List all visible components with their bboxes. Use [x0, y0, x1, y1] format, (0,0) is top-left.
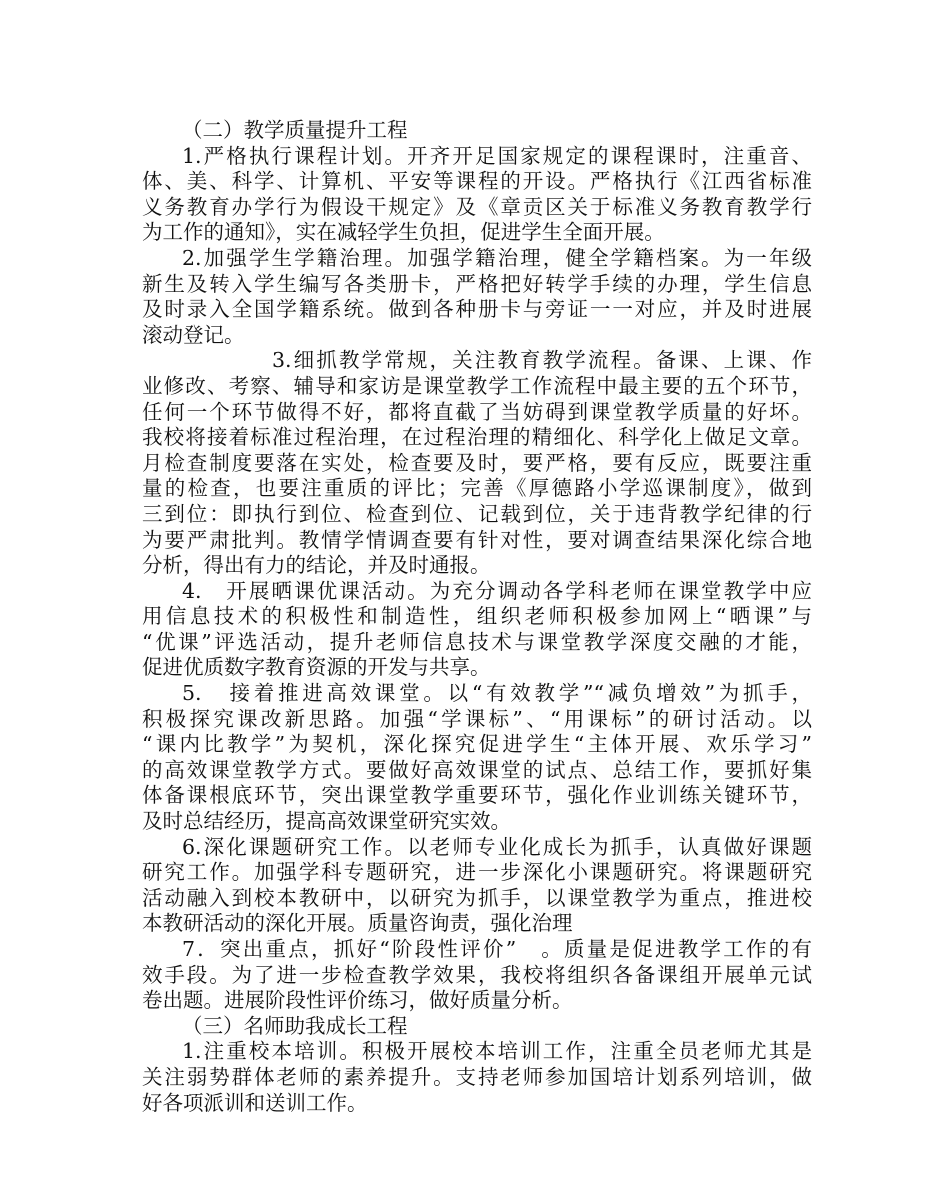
paragraph-line: 积极探究课改新思路。加强“学课标”、“用课标”的研讨活动。以	[142, 706, 812, 731]
paragraph-line: 的高效课堂教学方式。要做好高效课堂的试点、总结工作，要抓好集	[142, 757, 812, 782]
paragraph-line: 1.注重校本培训。积极开展校本培训工作，注重全员老师尤其是	[182, 1039, 812, 1064]
paragraph-line: 5. 接着推进高效课堂。以“有效教学”“减负增效”为抓手，	[182, 681, 812, 706]
paragraph-line: 滚动登记。	[142, 322, 245, 347]
paragraph-line: 用信息技术的积极性和制造性，组织老师积极参加网上“晒课”与	[142, 604, 812, 629]
paragraph-line: 研究工作。加强学科专题研究，进一步深化小课题研究。将课题研究	[142, 860, 812, 885]
paragraph-line: 我校将接着标准过程治理，在过程治理的精细化、科学化上做足文章。	[142, 425, 812, 450]
paragraph-line: 任何一个环节做得不好，都将直截了当妨碍到课堂教学质量的好坏。	[142, 399, 812, 424]
paragraph-line: “课内比教学”为契机，深化探究促进学生“主体开展、欢乐学习”	[142, 732, 812, 757]
paragraph-line: “优课”评选活动，提升老师信息技术与课堂教学深度交融的才能，	[142, 629, 812, 654]
paragraph-line: 体备课根底环节，突出课堂教学重要环节，强化作业训练关键环节，	[142, 783, 812, 808]
paragraph-line: 6.深化课题研究工作。以老师专业化成长为抓手，认真做好课题	[182, 834, 812, 859]
paragraph-line: 促进优质数字教育资源的开发与共享。	[142, 655, 491, 680]
paragraph-line: 好各项派训和送训工作。	[142, 1090, 368, 1115]
paragraph-line: 月检查制度要落在实处，检查要及时，要严格，要有反应，既要注重	[142, 450, 812, 475]
paragraph-line: 7．突出重点，抓好“阶段性评价” 。质量是促进教学工作的有	[182, 937, 812, 961]
paragraph-line: 及时录入全国学籍系统。做到各种册卡与旁证一一对应，并及时进展	[142, 297, 812, 322]
document-body	[142, 118, 812, 1116]
paragraph-line: 卷出题。进展阶段性评价练习，做好质量分析。	[142, 988, 573, 1013]
paragraph-line: 三到位：即执行到位、检查到位、记载到位，关于违背教学纪律的行	[142, 501, 812, 526]
heading-section-two: （二）教学质量提升工程	[182, 118, 408, 142]
paragraph-line: 本教研活动的深化开展。质量咨询责，强化治理	[142, 911, 573, 936]
paragraph-line: 3.细抓教学常规，关注教育教学流程。备课、上课、作	[272, 348, 812, 373]
paragraph-line: 为要严肃批判。教情学情调查要有针对性，要对调查结果深化综合地	[142, 527, 812, 552]
paragraph-line: 效手段。为了进一步检查教学效果，我校将组织各备课组开展单元试	[142, 962, 812, 987]
paragraph-line: 4. 开展晒课优课活动。为充分调动各学科老师在课堂教学中应	[182, 578, 812, 603]
paragraph-line: 分析，得出有力的结论，并及时通报。	[142, 553, 491, 578]
paragraph-line: 及时总结经历，提高高效课堂研究实效。	[142, 809, 511, 834]
paragraph-line: 量的检查，也要注重质的评比；完善《厚德路小学巡课制度》，做到	[142, 476, 812, 501]
heading-section-three: （三）名师助我成长工程	[182, 1013, 408, 1038]
paragraph-line: 义务教育办学行为假设干规定》及《章贡区关于标准义务教育教学行	[142, 194, 812, 219]
paragraph-line: 2.加强学生学籍治理。加强学籍治理，健全学籍档案。为一年级	[182, 245, 812, 270]
paragraph-line: 关注弱势群体老师的素养提升。支持老师参加国培计划系列培训，做	[142, 1064, 812, 1089]
paragraph-line: 为工作的通知》，实在减轻学生负担，促进学生全面开展。	[142, 220, 665, 245]
paragraph-line: 业修改、考察、辅导和家访是课堂教学工作流程中最主要的五个环节，	[142, 373, 812, 398]
paragraph-line: 活动融入到校本教研中，以研究为抓手，以课堂教学为重点，推进校	[142, 885, 812, 910]
paragraph-line: 1.严格执行课程计划。开齐开足国家规定的课程课时，注重音、	[182, 143, 812, 168]
paragraph-line: 新生及转入学生编写各类册卡，严格把好转学手续的办理，学生信息	[142, 271, 812, 296]
paragraph-line: 体、美、科学、计算机、平安等课程的开设。严格执行《江西省标准	[142, 169, 812, 194]
